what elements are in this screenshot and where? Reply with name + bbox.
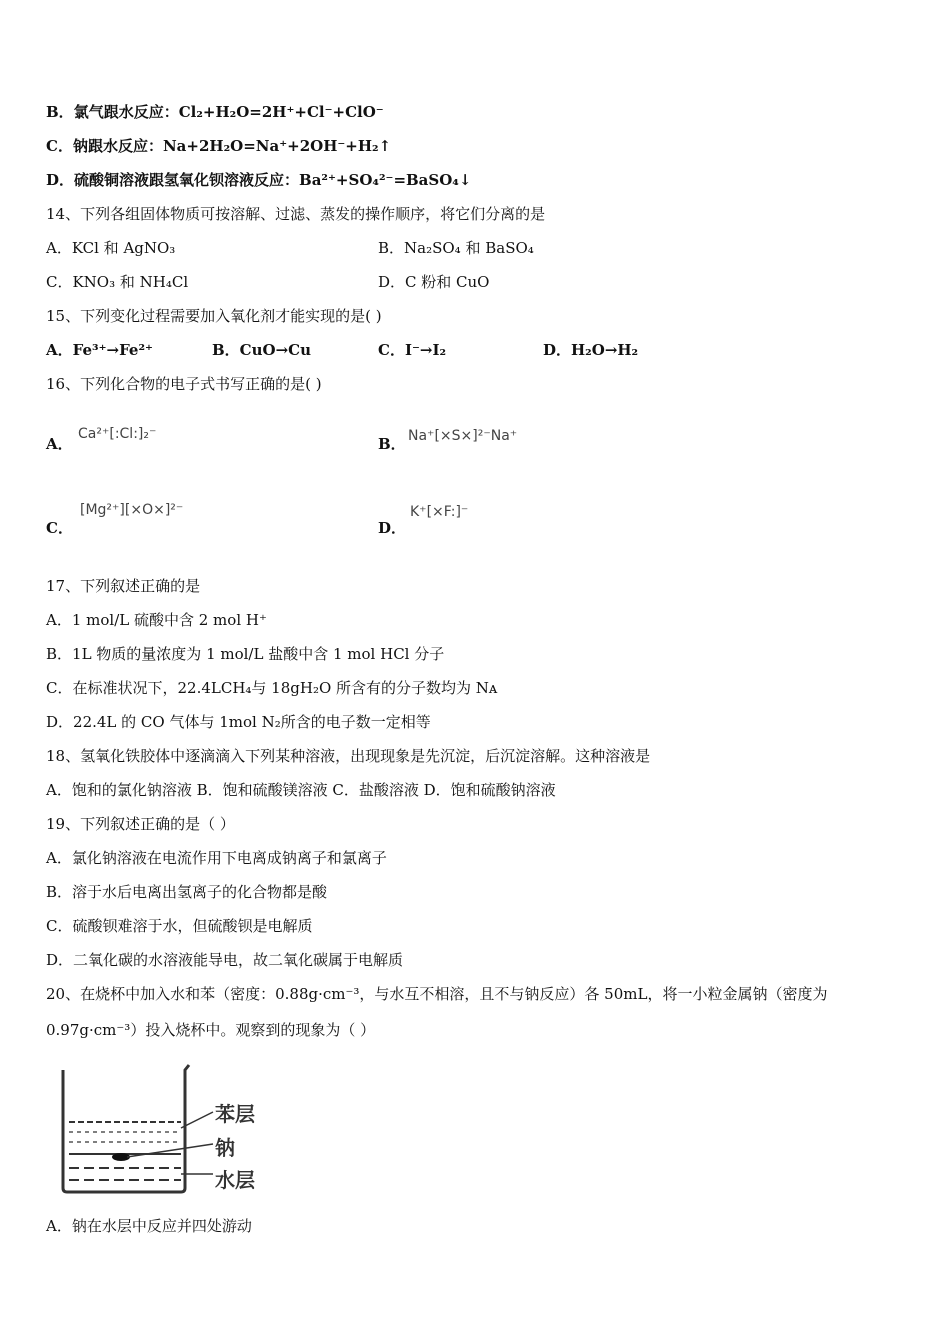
- q13-option-c: [46, 136, 391, 156]
- q19-option-b: B．溶于水后电离出氢离子的化合物都是酸: [46, 883, 328, 901]
- q16-electron-formula-c: [Mg²⁺][×O×]²⁻: [80, 502, 184, 518]
- q17-stem: 17、下列叙述正确的是: [46, 577, 201, 595]
- q20-option-a: A．钠在水层中反应并四处游动: [46, 1217, 252, 1235]
- q17-option-d: D．22.4L 的 CO 气体与 1mol N₂所含的电子数一定相等: [46, 713, 431, 731]
- option-text: 钠跟水反应：: [72, 137, 163, 155]
- q14-option-d: D．C 粉和 CuO: [378, 273, 490, 291]
- option-text: 氯气跟水反应：: [73, 103, 179, 121]
- equation: Na+2H₂O=Na⁺+2OH⁻+H₂↑: [162, 137, 392, 155]
- beaker-outline: [63, 1065, 189, 1192]
- q16-stem: 16、下列化合物的电子式书写正确的是( ): [46, 375, 322, 393]
- q14-option-c: C．KNO₃ 和 NH₄Cl: [46, 273, 189, 291]
- q16-electron-formula-a: Ca²⁺[:Cl:]₂⁻: [78, 426, 157, 442]
- q14-option-b: B．Na₂SO₄ 和 BaSO₄: [378, 239, 534, 257]
- q17-option-b: B．1L 物质的量浓度为 1 mol/L 盐酸中含 1 mol HCl 分子: [46, 645, 445, 663]
- q15-option-b: B．CuO→Cu: [212, 341, 312, 359]
- q14-option-a: A．KCl 和 AgNO₃: [46, 239, 176, 257]
- q19-stem: 19、下列叙述正确的是（ ）: [46, 815, 235, 833]
- q14-stem: 14、下列各组固体物质可按溶解、过滤、蒸发的操作顺序，将它们分离的是: [46, 205, 546, 223]
- q19-option-c: C．硫酸钡难溶于水，但硫酸钡是电解质: [46, 917, 313, 935]
- option-text: 硫酸铜溶液跟氢氧化钡溶液反应：: [74, 171, 300, 189]
- q17-option-a: A．1 mol/L 硫酸中含 2 mol H⁺: [46, 611, 267, 629]
- q18-options: A．饱和的氯化钠溶液 B．饱和硫酸镁溶液 C．盐酸溶液 D．饱和硫酸钠溶液: [46, 781, 556, 799]
- equation: Ba²⁺+SO₄²⁻=BaSO₄↓: [299, 171, 472, 189]
- label-sodium: 钠: [215, 1136, 235, 1160]
- q15-stem: 15、下列变化过程需要加入氧化剂才能实现的是( ): [46, 307, 382, 325]
- option-label: B．: [46, 103, 74, 121]
- q16-option-d-label: D．: [378, 519, 407, 537]
- q15-option-d: D．H₂O→H₂: [543, 341, 639, 359]
- q16-electron-formula-d: K⁺[×F:]⁻: [410, 504, 469, 520]
- pointer-line-sodium: [127, 1144, 213, 1157]
- q18-stem: 18、氢氧化铁胶体中逐滴滴入下列某种溶液，出现现象是先沉淀，后沉淀溶解。这种溶液是: [46, 747, 651, 765]
- q16-option-a-label: A．: [46, 435, 73, 453]
- beaker-diagram: [55, 1062, 275, 1197]
- equation: Cl₂+H₂O=2H⁺+Cl⁻+ClO⁻: [178, 103, 384, 121]
- q15-option-c: C．I⁻→I₂: [378, 341, 447, 359]
- label-benzene-layer: 苯层: [215, 1102, 255, 1126]
- q16-option-c-label: C．: [46, 519, 73, 537]
- option-label: C．: [46, 137, 73, 155]
- q17-option-c: C．在标准状况下，22.4LCH₄与 18gH₂O 所含有的分子数均为 Nᴀ: [46, 679, 498, 697]
- q15-option-a: A．Fe³⁺→Fe²⁺: [46, 341, 153, 359]
- option-label: D．: [46, 171, 75, 189]
- q20-stem-line1: 20、在烧杯中加入水和苯（密度：0.88g·cm⁻³，与水互不相溶，且不与钠反应）各 50mL，将一小粒金属钠（密度为: [46, 985, 828, 1003]
- q20-stem-line2: 0.97g·cm⁻³）投入烧杯中。观察到的现象为（ ）: [46, 1021, 376, 1039]
- q16-option-b-label: B．: [378, 435, 406, 453]
- q19-option-a: A．氯化钠溶液在电流作用下电离成钠离子和氯离子: [46, 849, 387, 867]
- q19-option-d: D．二氧化碳的水溶液能导电，故二氧化碳属于电解质: [46, 951, 404, 969]
- q16-electron-formula-b: Na⁺[×S×]²⁻Na⁺: [408, 428, 518, 444]
- label-water-layer: 水层: [215, 1168, 255, 1192]
- q13-option-d: [46, 170, 471, 190]
- q13-option-b: [46, 102, 384, 122]
